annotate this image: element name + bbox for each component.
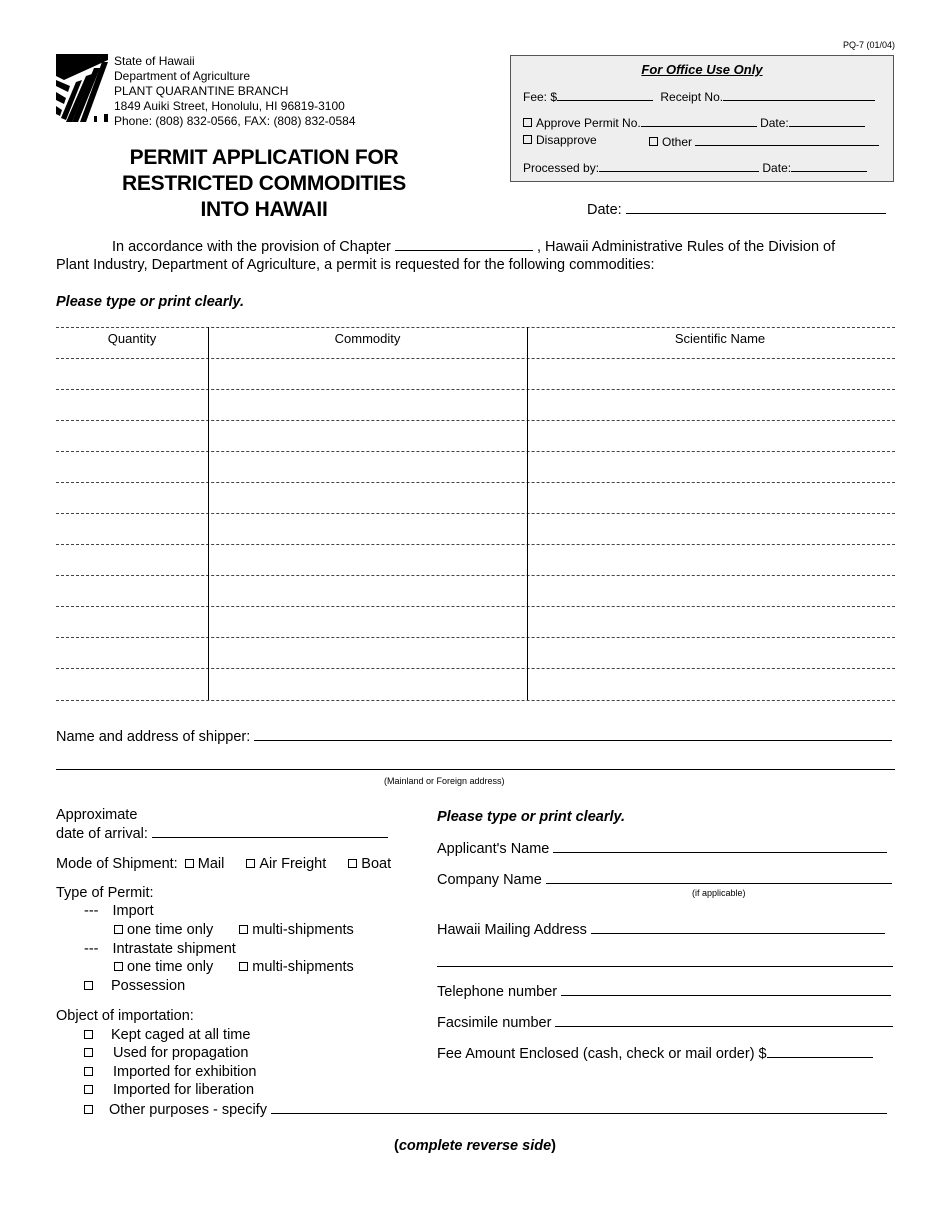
fee-label: Fee: $ — [523, 90, 558, 104]
approve-label: Approve Permit No. — [536, 116, 641, 130]
propagation-checkbox[interactable] — [84, 1048, 93, 1057]
intro-text-2: , Hawaii Administrative Rules of the Division of — [536, 239, 836, 255]
air-freight-checkbox[interactable] — [246, 859, 255, 868]
agency-block — [114, 54, 356, 129]
intrastate-multi-checkbox[interactable] — [239, 962, 248, 971]
other-label: Other — [662, 135, 693, 149]
mail-checkbox[interactable] — [185, 859, 194, 868]
import-one-time-checkbox[interactable] — [114, 925, 123, 934]
other-field[interactable] — [695, 133, 879, 146]
receipt-label: Receipt No. — [660, 90, 724, 104]
intrastate-one-time-checkbox[interactable] — [114, 962, 123, 971]
intro-text-1: In accordance with the provision of Chapter — [112, 239, 391, 255]
intrastate-label: Intrastate shipment — [112, 941, 236, 957]
office-use-heading: For Office Use Only — [641, 62, 763, 77]
shipper-label: Name and address of shipper: — [56, 729, 251, 745]
object-label: Object of importation: — [56, 1008, 194, 1024]
agency-state: State of Hawaii — [114, 54, 195, 68]
applicant-name-label: Applicant's Name — [437, 841, 550, 857]
import-label: Import — [112, 903, 154, 919]
agency-phone: Phone: (808) 832-0566, FAX: (808) 832-0584 — [114, 114, 356, 128]
receipt-field[interactable] — [723, 88, 875, 101]
liberation-checkbox[interactable] — [84, 1085, 93, 1094]
arrival-date-field[interactable] — [152, 825, 388, 838]
company-name-label: Company Name — [437, 872, 542, 888]
office-use-box — [510, 55, 894, 182]
shipper-note: (Mainland or Foreign address) — [384, 776, 505, 786]
approve-checkbox[interactable] — [523, 118, 532, 127]
other-purposes-checkbox[interactable] — [84, 1105, 93, 1114]
telephone-field[interactable] — [561, 983, 891, 996]
date-field[interactable] — [626, 201, 886, 214]
if-applicable-note: (if applicable) — [692, 888, 746, 898]
mailing-address-field[interactable] — [591, 921, 885, 934]
shipment-label: Mode of Shipment: — [56, 856, 178, 872]
fee-field[interactable] — [557, 88, 653, 101]
permit-type-label: Type of Permit: — [56, 885, 154, 901]
shipper-field[interactable] — [254, 728, 892, 741]
date-label: Date: — [587, 202, 622, 218]
boat-checkbox[interactable] — [348, 859, 357, 868]
processed-by-label: Processed by: — [523, 161, 600, 175]
possession-label: Possession — [111, 978, 186, 994]
approve-date-field[interactable] — [789, 114, 865, 127]
other-checkbox[interactable] — [649, 137, 658, 146]
air-freight-label: Air Freight — [259, 856, 327, 872]
disapprove-label: Disapprove — [536, 133, 597, 147]
processed-date-label: Date: — [762, 161, 792, 175]
fee-enclosed-label: Fee Amount Enclosed (cash, check or mail order) $ — [437, 1046, 767, 1062]
arrival-label: Approximate date of arrival: — [56, 806, 388, 844]
facsimile-label: Facsimile number — [437, 1015, 552, 1031]
footer-note: (complete reverse side) — [393, 1138, 557, 1154]
mailing-address-label: Hawaii Mailing Address — [437, 922, 587, 938]
print-clearly-note-2: Please type or print clearly. — [437, 809, 626, 825]
header-commodity: Commodity — [334, 331, 401, 346]
processed-date-field[interactable] — [791, 159, 867, 172]
boat-label: Boat — [361, 856, 392, 872]
approve-date-label: Date: — [760, 116, 789, 130]
import-multi-checkbox[interactable] — [239, 925, 248, 934]
exhibition-checkbox[interactable] — [84, 1067, 93, 1076]
kept-caged-checkbox[interactable] — [84, 1030, 93, 1039]
telephone-label: Telephone number — [437, 984, 558, 1000]
form-number: PQ-7 (01/04) — [843, 40, 896, 50]
company-name-field[interactable] — [546, 871, 892, 884]
agency-address: 1849 Auiki Street, Honolulu, HI 96819-3100 — [114, 99, 345, 113]
possession-checkbox[interactable] — [84, 981, 93, 990]
facsimile-field[interactable] — [555, 1014, 893, 1027]
mailing-address-field-2[interactable] — [437, 966, 893, 967]
applicant-name-field[interactable] — [553, 840, 887, 853]
header-quantity: Quantity — [107, 331, 157, 346]
chapter-field[interactable] — [395, 238, 533, 251]
processed-by-field[interactable] — [599, 159, 759, 172]
print-clearly-note: Please type or print clearly. — [56, 294, 245, 310]
agency-branch: PLANT QUARANTINE BRANCH — [114, 84, 289, 98]
other-purposes-field[interactable] — [271, 1101, 887, 1114]
mail-label: Mail — [197, 856, 225, 872]
intro-text-3: Plant Industry, Department of Agriculture, a permit is requested for the following commodities: — [56, 257, 655, 273]
permit-no-field[interactable] — [641, 114, 757, 127]
fee-enclosed-field[interactable] — [767, 1045, 873, 1058]
disapprove-checkbox[interactable] — [523, 135, 532, 144]
page-title: PERMIT APPLICATION FOR RESTRICTED COMMODITIES INTO HAWAII — [122, 146, 406, 221]
department-logo-icon — [56, 54, 108, 122]
shipper-field-line-2[interactable] — [56, 769, 895, 770]
agency-department: Department of Agriculture — [114, 69, 251, 83]
header-scientific-name: Scientific Name — [674, 331, 766, 346]
